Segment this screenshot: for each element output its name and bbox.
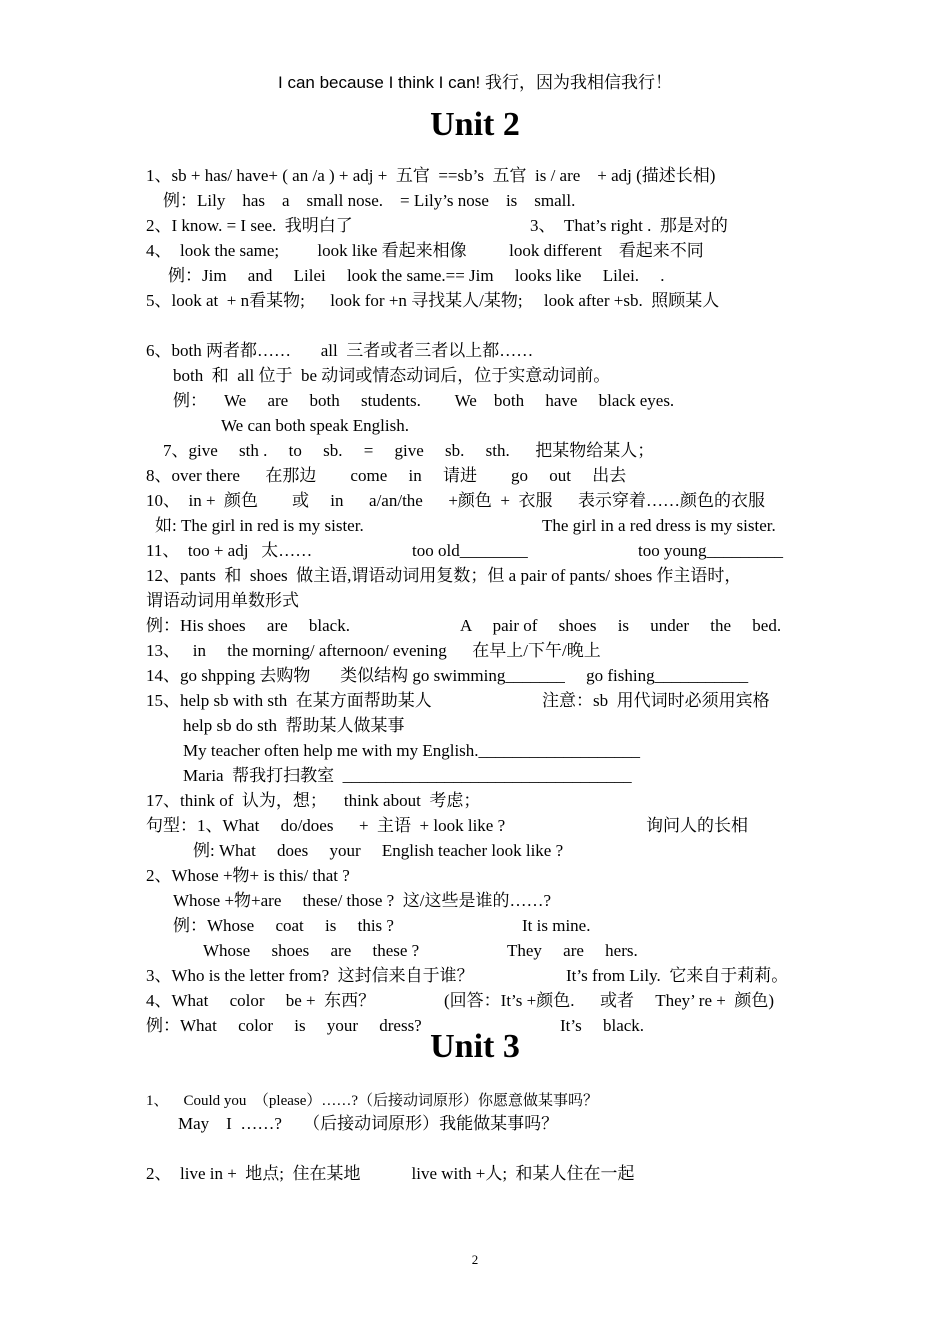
text-line: Whose shoes are these ? (203, 941, 420, 960)
unit-3-title: Unit 3 (430, 1028, 520, 1065)
text-line: (回答：It’s +颜色. 或者 They’ re + 颜色) (444, 991, 775, 1010)
text-line: 例: What does your English teacher look like ? (193, 841, 564, 860)
text-line: It’s from Lily. 它来自于莉莉。 (566, 966, 789, 985)
text-line: 1、sb + has/ have+ ( an /a ) + adj + 五官 ==sb’s 五官 is / are + adj (描述长相) (146, 166, 716, 185)
page-number: 2 (471, 1252, 479, 1267)
text-line: It is mine. (522, 916, 591, 935)
text-line: 例：Whose coat is this ? (173, 916, 394, 935)
text-line: 17、think of 认为，想； think about 考虑； (146, 791, 481, 810)
text-line: 谓语动词用单数形式 (146, 591, 299, 610)
text-line: 1、 Could you （please）……?（后接动词原形）你愿意做某事吗？ (146, 1093, 599, 1109)
text-line: 例：What color is your dress? (146, 1016, 422, 1035)
text-line: too old________ (412, 541, 528, 560)
text-line: 6、both 两者都…… all 三者或者三者以上都…… (146, 341, 534, 360)
text-line: 13、 in the morning/ afternoon/ evening 在早上/下午/晚上 (146, 641, 601, 660)
text-line: 3、 That’s right . 那是对的 (530, 216, 728, 235)
text-line: 2、I know. = I see. 我明白了 (146, 216, 353, 235)
text-line: 2、Whose +物+ is this/ that ? (146, 866, 350, 885)
text-line: 例：Jim and Lilei look the same.== Jim looks like Lilei. . (168, 266, 665, 285)
text-line: 15、help sb with sth 在某方面帮助某人 (146, 691, 432, 710)
text-line: 10、 in + 颜色 或 in a/an/the +颜色 + 衣服 表示穿着……颜色的衣服 (146, 491, 766, 510)
text-line: 询问人的长相 (646, 816, 748, 835)
text-line: It’s black. (560, 1016, 645, 1035)
text-line: too young_________ (638, 541, 783, 560)
text-line: 11、 too + adj 太…… (146, 541, 313, 560)
header-motto: I can because I think I can! 我行，因为我相信我行！ (278, 73, 672, 92)
text-line: 如: The girl in red is my sister. (155, 516, 364, 535)
text-line: 12、pants 和 shoes 做主语,谓语动词用复数；但 a pair of pants/ shoes 作主语时， (146, 566, 742, 585)
text-line: 3、Who is the letter from? 这封信来自于谁？ (146, 966, 474, 985)
text-line: Maria 帮我打扫教室 __________________________________ (183, 766, 632, 785)
text-line: both 和 all 位于 be 动词或情态动词后，位于实意动词前。 (173, 366, 611, 385)
text-line: 4、 look the same; look like 看起来相像 look different 看起来不同 (146, 241, 704, 260)
text-line: May I ……? （后接动词原形）我能做某事吗？ (178, 1114, 559, 1133)
text-line: They are hers. (507, 941, 638, 960)
text-line: 5、look at + n看某物; look for +n 寻找某人/某物; look after +sb. 照顾某人 (146, 291, 720, 310)
text-line: 注意：sb 用代词时必须用宾格 (542, 691, 770, 710)
text-line: 8、over there 在那边 come in 请进 go out 出去 (146, 466, 627, 485)
text-line: A pair of shoes is under the bed. (460, 616, 782, 635)
text-line: My teacher often help me with my English.___________________ (183, 741, 641, 760)
text-line: 7、give sth . to sb. = give sb. sth. 把某物给某人； (163, 441, 655, 460)
text-line: 14、go shpping 去购物 类似结构 go swimming_______ go fishing___________ (146, 666, 749, 685)
text-line: 2、 live in + 地点; 住在某地 live with +人; 和某人住在一起 (146, 1164, 635, 1183)
unit-2-title: Unit 2 (430, 106, 520, 143)
text-line: 例： We are both students. We both have black eyes. (173, 391, 675, 410)
text-line: 句型：1、What do/does + 主语 + look like ? (146, 816, 506, 835)
text-line: 例：Lily has a small nose. = Lily’s nose is small. (163, 191, 576, 210)
text-line: The girl in a red dress is my sister. (542, 516, 776, 535)
text-line: We can both speak English. (221, 416, 409, 435)
text-line: 例：His shoes are black. (146, 616, 350, 635)
text-line: 4、What color be + 东西？ (146, 991, 376, 1010)
text-line: Whose +物+are these/ those ? 这/这些是谁的……? (173, 891, 551, 910)
text-line: help sb do sth 帮助某人做某事 (183, 716, 405, 735)
